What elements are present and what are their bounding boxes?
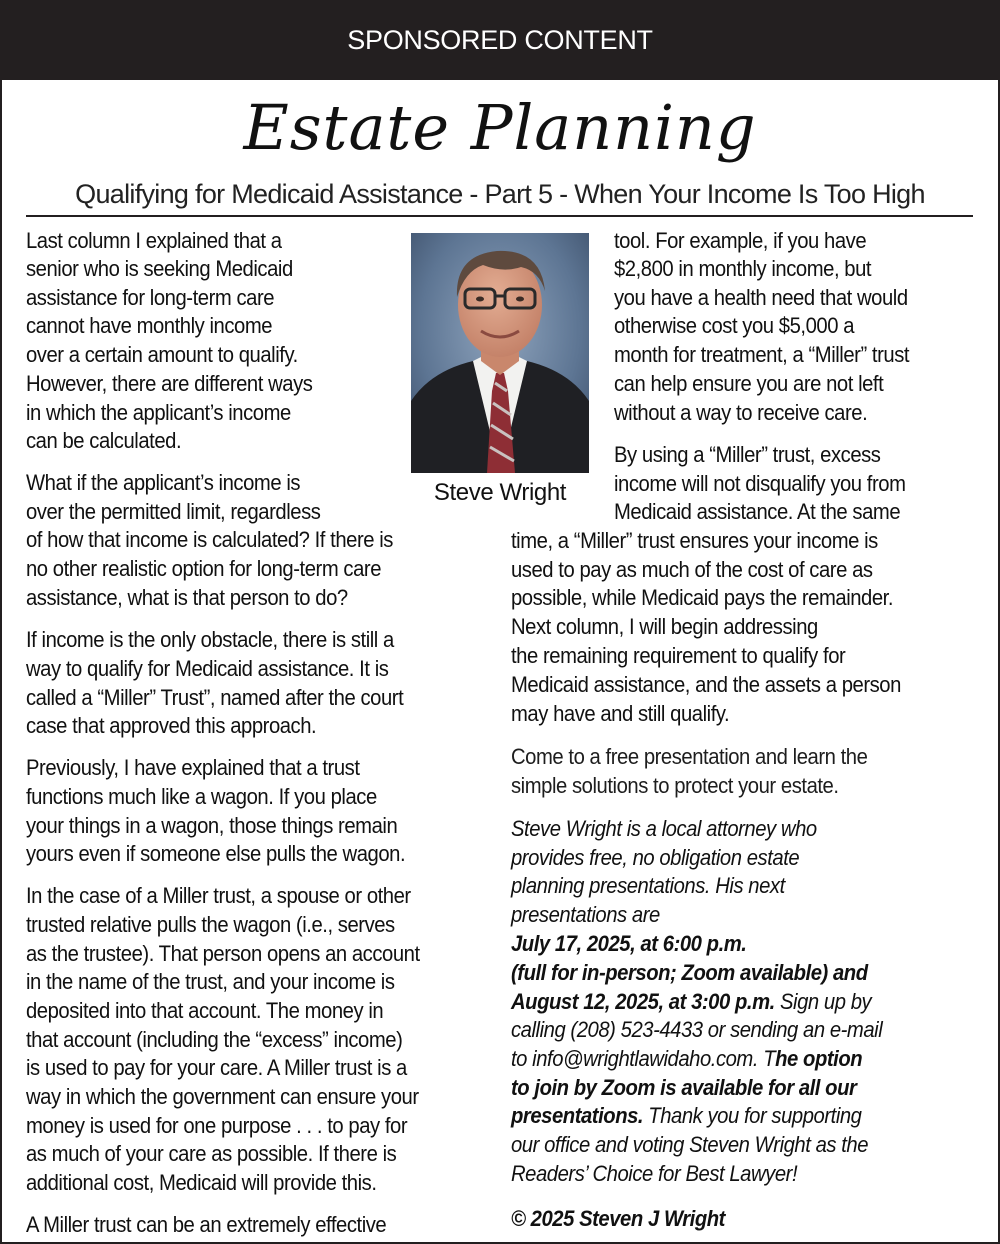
body-text-line: you have a health need that would (614, 285, 908, 310)
body-text-line: time, a “Miller” trust ensures your income is (511, 528, 878, 553)
body-text-line: can help ensure you are not left (614, 371, 884, 396)
bio-text: Sign up by (774, 989, 872, 1014)
page-title: Estate Planning (243, 91, 757, 164)
bio-text-line (511, 843, 799, 872)
bio-text-line (511, 871, 785, 900)
bio-text-line (511, 987, 871, 1016)
body-text-line: is used to pay for your care. A Miller trust is a (26, 1055, 407, 1080)
sponsored-banner: SPONSORED CONTENT (0, 0, 1000, 80)
bio-text: to info@wrightlawidaho.com. T (511, 1046, 776, 1071)
body-text-line: Medicaid assistance. At the same (614, 499, 901, 524)
bio-text: our office and voting Steven Wright as the (511, 1132, 869, 1157)
body-text-line: the remaining requirement to qualify for (511, 643, 846, 668)
page-subtitle: Qualifying for Medicaid Assistance - Part 5 - When Your Income Is Too High (75, 179, 925, 209)
body-text-line: can be calculated. (26, 428, 182, 453)
body-text-line: cannot have monthly income (26, 313, 273, 338)
bio-emphasis-text: August 12, 2025, at 3:00 p.m. (511, 989, 775, 1014)
bio-text: Readers’ Choice for Best Lawyer! (511, 1161, 798, 1186)
body-text-line: assistance for long-term care (26, 285, 275, 310)
bio-text-line (511, 1044, 862, 1073)
body-text-line: deposited into that account. The money in (26, 998, 384, 1023)
body-text-line: way in which the government can ensure your (26, 1084, 419, 1109)
portrait-image (411, 233, 589, 473)
bio-emphasis-text: July 17, 2025, at 6:00 p.m. (511, 931, 747, 956)
bio-text-line (511, 900, 660, 929)
body-text-line: additional cost, Medicaid will provide this. (26, 1170, 377, 1195)
body-text-line: Previously, I have explained that a trust (26, 755, 360, 780)
bio-emphasis-text: he option (775, 1046, 863, 1071)
bio-text: Steve Wright is a local attorney who (511, 816, 817, 841)
body-text-line: assistance, what is that person to do? (26, 585, 348, 610)
bio-text-line (511, 1101, 862, 1130)
body-text-line: in which the applicant’s income (26, 400, 291, 425)
photo-caption: Steve Wright (433, 479, 567, 506)
body-text-line: functions much like a wagon. If you place (26, 784, 377, 809)
bio-text-line (511, 1015, 882, 1044)
bio-text: calling (208) 523-4433 or sending an e-mail (511, 1017, 883, 1042)
bio-text: Thank you for supporting (643, 1103, 862, 1128)
bio-text-line (511, 929, 746, 958)
title-divider (26, 215, 973, 217)
body-text-line: By using a “Miller” trust, excess (614, 442, 881, 467)
body-text-line: Last column I explained that a (26, 228, 282, 253)
body-text-line: that account (including the “excess” income) (26, 1027, 403, 1052)
body-text-line: money is used for one purpose . . . to pay for (26, 1113, 408, 1138)
copyright-notice: © 2025 Steven J Wright (511, 1206, 725, 1231)
body-text-line: What if the applicant’s income is (26, 470, 301, 495)
body-text-line: as the trustee). That person opens an account (26, 941, 420, 966)
bio-emphasis-text: (full for in-person; Zoom available) and (511, 960, 868, 985)
body-text-line: If income is the only obstacle, there is still a (26, 627, 394, 652)
bio-emphasis-text: presentations. (511, 1103, 644, 1128)
bio-text-line (511, 1073, 856, 1102)
body-text-line: over a certain amount to qualify. (26, 342, 298, 367)
bio-text-line (511, 958, 868, 987)
body-text-line: without a way to receive care. (614, 400, 868, 425)
body-text-line: month for treatment, a “Miller” trust (614, 342, 910, 367)
body-text-line: called a “Miller” Trust”, named after the court (26, 685, 404, 710)
body-text-line: as much of your care as possible. If there is (26, 1141, 397, 1166)
body-text-line: used to pay as much of the cost of care as (511, 557, 873, 582)
bio-text-line (511, 1130, 868, 1159)
body-text-line: In the case of a Miller trust, a spouse or other (26, 883, 411, 908)
body-text-line: Medicaid assistance, and the assets a person (511, 672, 901, 697)
body-text-line: income will not disqualify you from (614, 471, 906, 496)
promo-text-line: simple solutions to protect your estate. (511, 773, 839, 798)
body-text-line: of how that income is calculated? If there is (26, 527, 393, 552)
bio-text: presentations are (511, 902, 660, 927)
body-text-line: case that approved this approach. (26, 713, 317, 738)
body-text-line: possible, while Medicaid pays the remainder. (511, 585, 894, 610)
body-text-line: However, there are different ways (26, 371, 313, 396)
body-text-line: your things in a wagon, those things remain (26, 813, 398, 838)
bio-text-line (511, 814, 817, 843)
body-text-line: yours even if someone else pulls the wagon. (26, 841, 406, 866)
bio-text-line (511, 1159, 797, 1188)
body-text-line: may have and still qualify. (511, 701, 730, 726)
body-text-line: Next column, I will begin addressing (511, 614, 818, 639)
promo-text-line: Come to a free presentation and learn the (511, 744, 868, 769)
body-text-line: otherwise cost you $5,000 a (614, 313, 855, 338)
author-photo (411, 233, 589, 473)
body-text-line: A Miller trust can be an extremely effective (26, 1212, 387, 1237)
bio-text: provides free, no obligation estate (511, 845, 800, 870)
body-text-line: senior who is seeking Medicaid (26, 256, 293, 281)
body-text-line: no other realistic option for long-term care (26, 556, 382, 581)
body-text-line: $2,800 in monthly income, but (614, 256, 872, 281)
bio-text: planning presentations. His next (511, 873, 785, 898)
body-text-line: in the name of the trust, and your income is (26, 969, 395, 994)
body-text-line: over the permitted limit, regardless (26, 499, 321, 524)
bio-emphasis-text: to join by Zoom is available for all our (511, 1075, 857, 1100)
body-text-line: tool. For example, if you have (614, 228, 867, 253)
body-text-line: trusted relative pulls the wagon (i.e., serves (26, 912, 395, 937)
body-text-line: way to qualify for Medicaid assistance. It is (26, 656, 389, 681)
